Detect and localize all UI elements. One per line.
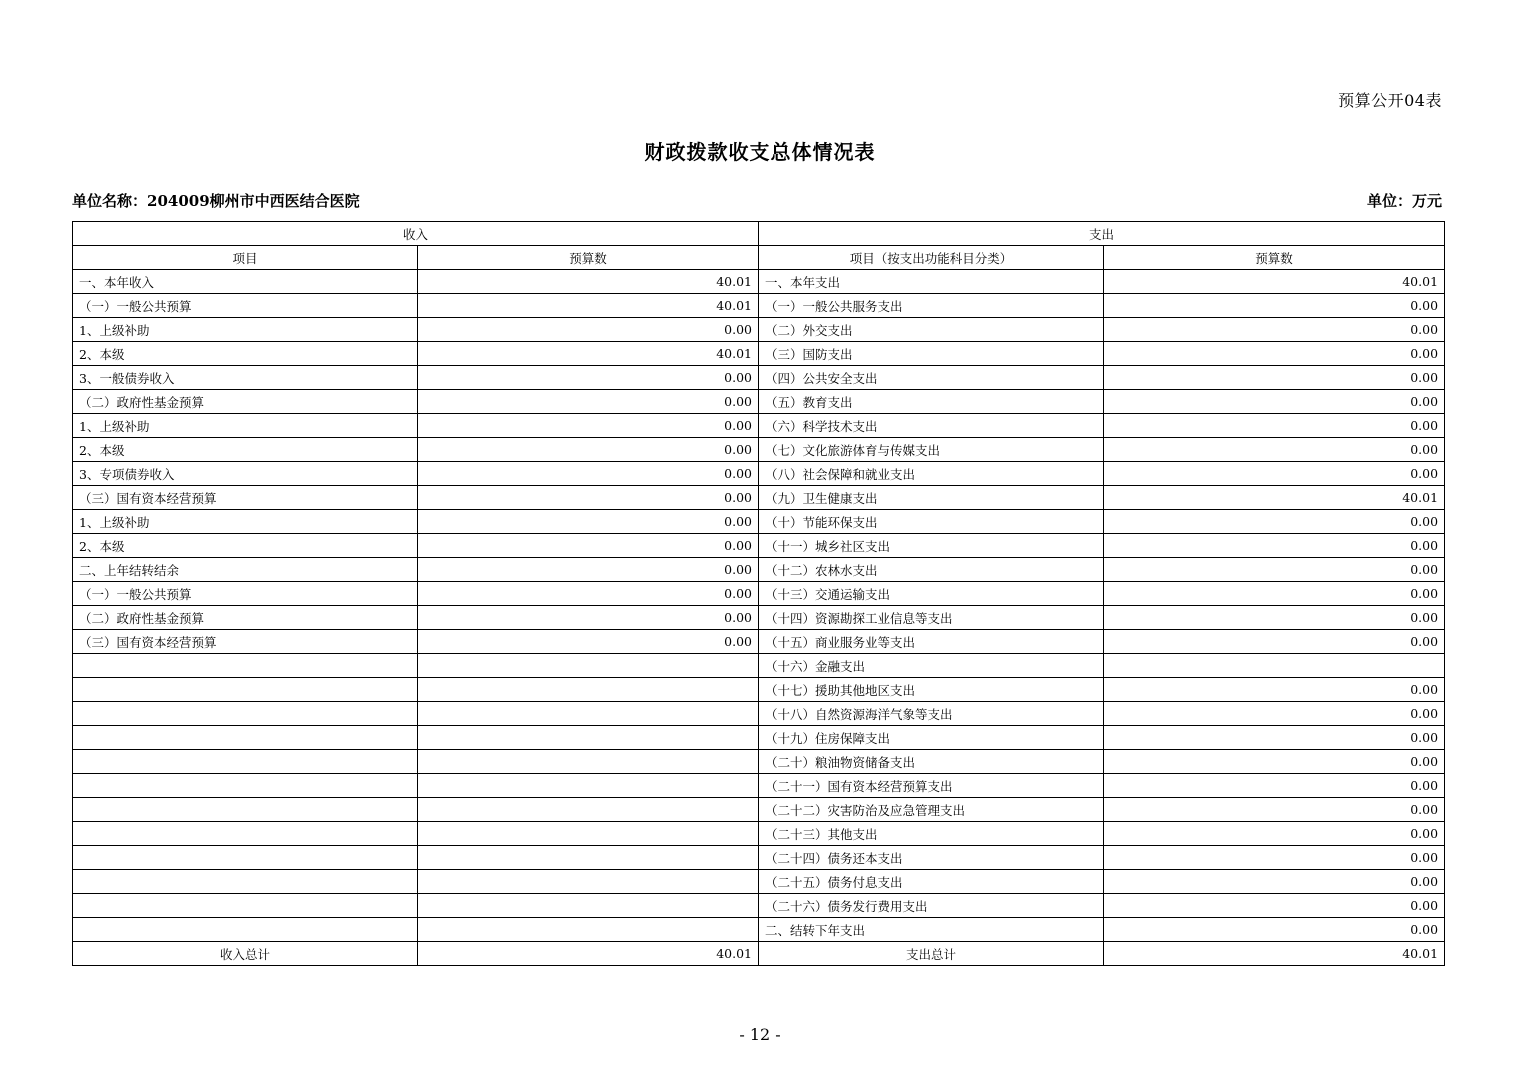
expense-total-value: 40.01 [1104,942,1445,966]
expense-item-label: （十四）资源勘探工业信息等支出 [759,606,1104,630]
expense-item-value: 0.00 [1104,582,1445,606]
expense-item-value: 0.00 [1104,918,1445,942]
income-item-value: 0.00 [418,534,759,558]
income-item-label [73,918,418,942]
expense-item-label: （八）社会保障和就业支出 [759,462,1104,486]
expense-item-label: （三）国防支出 [759,342,1104,366]
expense-item-label: （二）外交支出 [759,318,1104,342]
income-item-label: （三）国有资本经营预算 [73,630,418,654]
income-item-value [418,798,759,822]
table-row [73,654,1445,678]
expense-item-label: （二十四）债务还本支出 [759,846,1104,870]
income-item-value: 0.00 [418,414,759,438]
table-row [73,462,1445,486]
unit-name-value: 204009柳州市中西医结合医院 [147,192,360,210]
income-item-label: （二）政府性基金预算 [73,390,418,414]
expense-item-label: （二十三）其他支出 [759,822,1104,846]
income-item-label: （三）国有资本经营预算 [73,486,418,510]
income-item-value [418,870,759,894]
expense-item-label: 一、本年支出 [759,270,1104,294]
expense-item-value: 0.00 [1104,750,1445,774]
expense-item-value: 0.00 [1104,318,1445,342]
expense-item-value: 0.00 [1104,798,1445,822]
income-item-value: 40.01 [418,342,759,366]
income-item-value: 0.00 [418,366,759,390]
expense-item-value: 0.00 [1104,558,1445,582]
unit-name-block [72,190,360,211]
income-total-value: 40.01 [418,942,759,966]
expense-item-value: 0.00 [1104,606,1445,630]
table-row [73,822,1445,846]
expense-item-label: （二十六）债务发行费用支出 [759,894,1104,918]
income-item-label: 一、本年收入 [73,270,418,294]
income-item-value [418,774,759,798]
income-item-value: 0.00 [418,318,759,342]
expense-item-value: 0.00 [1104,462,1445,486]
expense-item-value: 0.00 [1104,774,1445,798]
table-group-header-row [73,222,1445,246]
expense-item-value: 0.00 [1104,438,1445,462]
table-row [73,870,1445,894]
table-row [73,630,1445,654]
income-item-label: 1、上级补助 [73,414,418,438]
income-item-value: 0.00 [418,582,759,606]
expense-item-value: 0.00 [1104,510,1445,534]
table-row [73,390,1445,414]
expense-item-value: 0.00 [1104,342,1445,366]
expense-item-label: （九）卫生健康支出 [759,486,1104,510]
income-item-label [73,822,418,846]
expense-item-value: 0.00 [1104,894,1445,918]
column-header-expense-budget: 预算数 [1104,246,1445,270]
income-item-label [73,798,418,822]
income-item-value: 0.00 [418,390,759,414]
expense-item-value: 40.01 [1104,486,1445,510]
expense-item-value: 0.00 [1104,294,1445,318]
expense-item-value: 0.00 [1104,678,1445,702]
expense-item-label: （五）教育支出 [759,390,1104,414]
income-item-label [73,726,418,750]
table-row [73,270,1445,294]
meta-row [72,190,1442,212]
income-item-label: （一）一般公共预算 [73,294,418,318]
expense-item-label: （十六）金融支出 [759,654,1104,678]
page-number: - 12 - [739,1025,781,1044]
table-row [73,678,1445,702]
expense-item-label: （十）节能环保支出 [759,510,1104,534]
column-header-income-item: 项目 [73,246,418,270]
table-row [73,438,1445,462]
expense-item-label: （一）一般公共服务支出 [759,294,1104,318]
expense-item-label: （十三）交通运输支出 [759,582,1104,606]
table-row [73,774,1445,798]
table-row [73,798,1445,822]
income-item-label [73,702,418,726]
income-item-label [73,750,418,774]
budget-table [72,221,1445,966]
table-row [73,582,1445,606]
table-row [73,918,1445,942]
expense-item-label: （四）公共安全支出 [759,366,1104,390]
income-item-label: 1、上级补助 [73,318,418,342]
income-item-label: 2、本级 [73,342,418,366]
table-row [73,534,1445,558]
expense-item-label: （十一）城乡社区支出 [759,534,1104,558]
expense-item-value: 0.00 [1104,702,1445,726]
expense-item-value: 0.00 [1104,846,1445,870]
expense-item-value [1104,654,1445,678]
income-item-label: 2、本级 [73,438,418,462]
table-total-row [73,942,1445,966]
expense-item-value: 0.00 [1104,414,1445,438]
table-row [73,318,1445,342]
income-item-value: 0.00 [418,462,759,486]
table-row [73,342,1445,366]
expense-item-value: 0.00 [1104,870,1445,894]
table-row [73,894,1445,918]
income-item-value [418,702,759,726]
amount-unit-label: 单位：万元 [1366,192,1442,210]
table-row [73,750,1445,774]
income-item-value: 0.00 [418,486,759,510]
table-row [73,702,1445,726]
expense-item-label: （二十）粮油物资储备支出 [759,750,1104,774]
expense-item-label: （二十二）灾害防治及应急管理支出 [759,798,1104,822]
unit-name-label: 单位名称： [72,192,148,210]
table-row [73,486,1445,510]
income-item-label [73,774,418,798]
table-row [73,606,1445,630]
expense-item-value: 0.00 [1104,390,1445,414]
income-item-value [418,846,759,870]
expense-item-value: 0.00 [1104,534,1445,558]
income-item-label [73,894,418,918]
expense-item-value: 0.00 [1104,366,1445,390]
income-item-label [73,846,418,870]
income-item-label: 3、专项债券收入 [73,462,418,486]
table-row [73,726,1445,750]
income-item-value [418,822,759,846]
income-item-label [73,654,418,678]
income-item-value [418,654,759,678]
group-header-expense: 支出 [759,222,1445,246]
expense-item-value: 40.01 [1104,270,1445,294]
form-label: 预算公开04表 [1338,91,1442,110]
income-item-value [418,678,759,702]
income-item-value: 40.01 [418,294,759,318]
income-item-label: 2、本级 [73,534,418,558]
income-item-label: 二、上年结转结余 [73,558,418,582]
table-row [73,510,1445,534]
income-item-label: 1、上级补助 [73,510,418,534]
income-item-label: （一）一般公共预算 [73,582,418,606]
income-item-value [418,750,759,774]
income-item-value: 0.00 [418,510,759,534]
income-item-value: 0.00 [418,558,759,582]
income-item-label [73,870,418,894]
income-item-value [418,726,759,750]
income-item-label [73,678,418,702]
table-column-header-row [73,246,1445,270]
table-row [73,294,1445,318]
expense-item-label: （七）文化旅游体育与传媒支出 [759,438,1104,462]
income-item-value: 0.00 [418,438,759,462]
income-item-value [418,894,759,918]
column-header-expense-item: 项目（按支出功能科目分类） [759,246,1104,270]
expense-item-value: 0.00 [1104,822,1445,846]
income-item-value: 0.00 [418,606,759,630]
expense-item-label: （十八）自然资源海洋气象等支出 [759,702,1104,726]
expense-item-label: （十五）商业服务业等支出 [759,630,1104,654]
column-header-income-budget: 预算数 [418,246,759,270]
expense-item-label: （十二）农林水支出 [759,558,1104,582]
table-row [73,414,1445,438]
expense-item-label: （十七）援助其他地区支出 [759,678,1104,702]
expense-total-label: 支出总计 [759,942,1104,966]
income-total-label: 收入总计 [73,942,418,966]
expense-item-label: （二十一）国有资本经营预算支出 [759,774,1104,798]
expense-item-value: 0.00 [1104,630,1445,654]
expense-item-label: （六）科学技术支出 [759,414,1104,438]
table-row [73,366,1445,390]
page-title: 财政拨款收支总体情况表 [644,140,876,164]
table-row [73,846,1445,870]
income-item-value: 40.01 [418,270,759,294]
table-row [73,558,1445,582]
expense-item-label: （二十五）债务付息支出 [759,870,1104,894]
expense-item-value: 0.00 [1104,726,1445,750]
expense-item-label: （十九）住房保障支出 [759,726,1104,750]
group-header-income: 收入 [73,222,759,246]
income-item-label: 3、一般债券收入 [73,366,418,390]
income-item-label: （二）政府性基金预算 [73,606,418,630]
income-item-value [418,918,759,942]
expense-item-label: 二、结转下年支出 [759,918,1104,942]
income-item-value: 0.00 [418,630,759,654]
